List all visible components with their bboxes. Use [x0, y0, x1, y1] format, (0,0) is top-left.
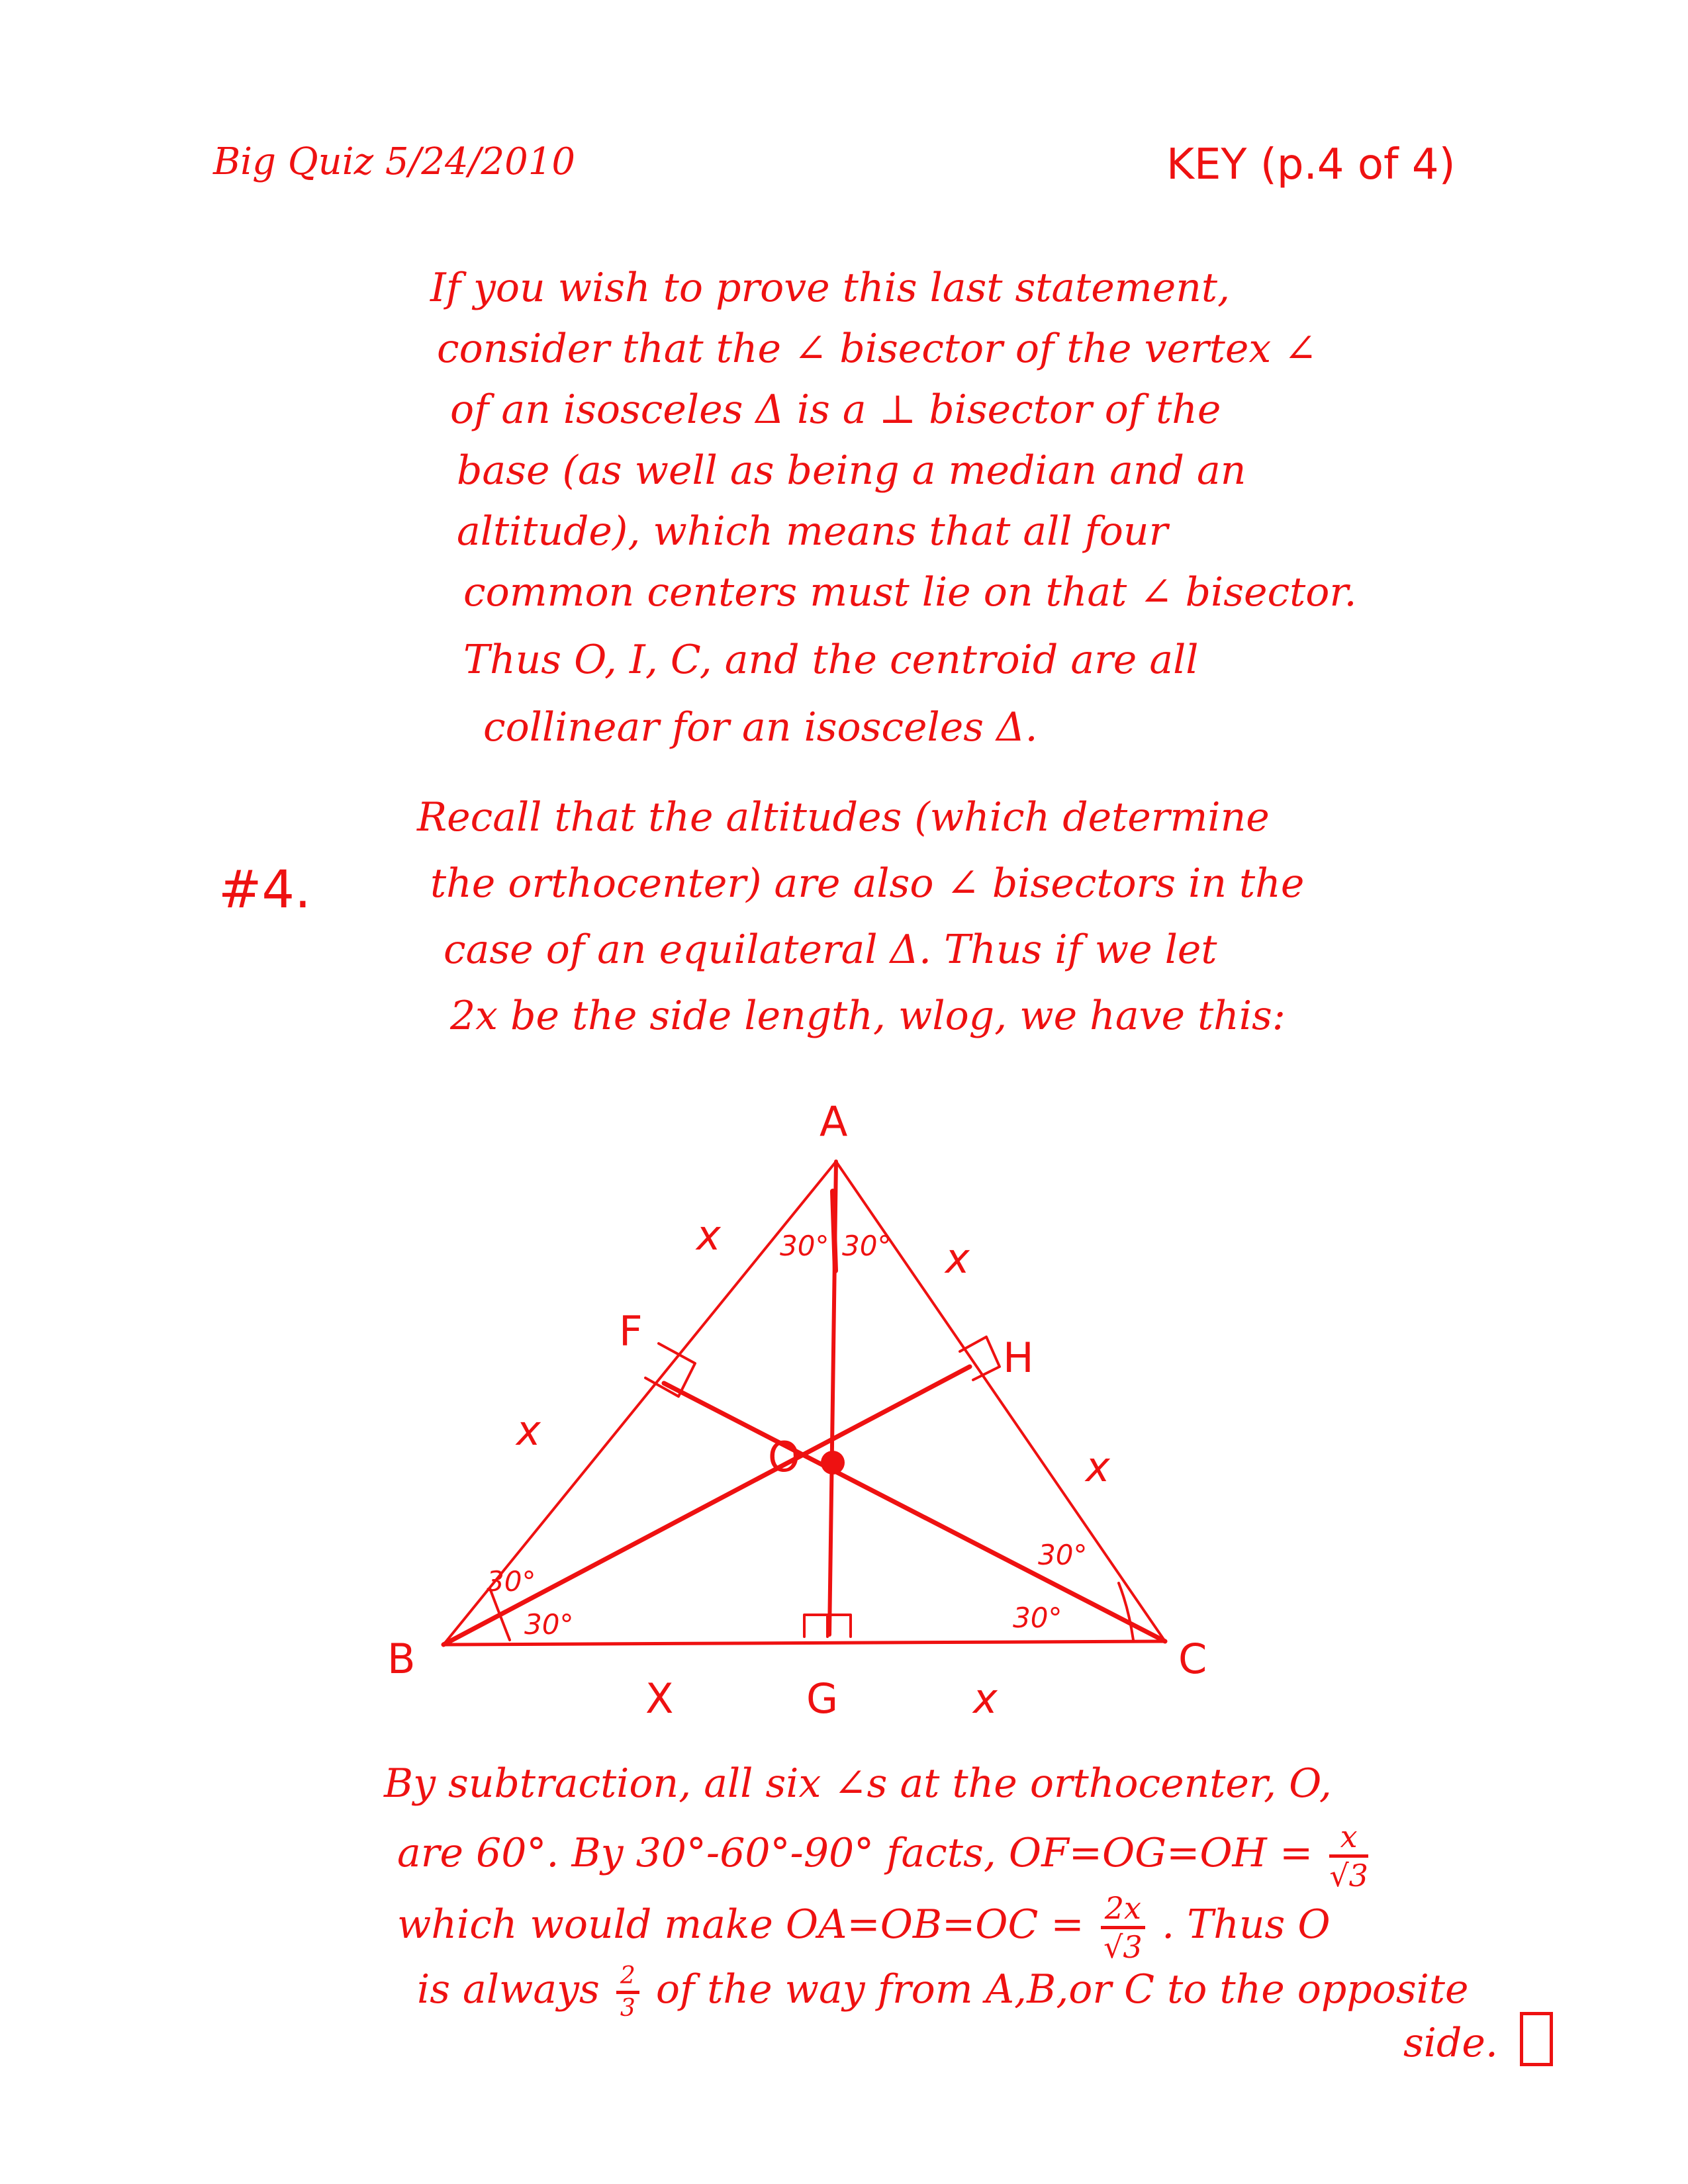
- angle-label: 30°: [1013, 1602, 1062, 1634]
- fraction-numerator: x: [1329, 1821, 1368, 1858]
- conclusion-text: which would make OA=OB=OC =: [397, 1901, 1084, 1948]
- foot-label-g: G: [806, 1674, 839, 1723]
- conclusion-line: [1403, 2012, 1553, 2066]
- altitude-cf: [664, 1383, 1165, 1641]
- fraction-two-thirds: [616, 1964, 639, 2021]
- angle-label: 30°: [524, 1608, 574, 1641]
- fraction-denominator: √3: [1103, 1929, 1143, 1965]
- segment-label: x: [973, 1674, 998, 1723]
- fraction-denominator: √3: [1329, 1858, 1368, 1893]
- proof-line: If you wish to prove this last statement,: [430, 265, 1231, 311]
- fraction-2x-over-root3: [1101, 1890, 1145, 1965]
- problem4-line: case of an equilateral Δ. Thus if we let: [444, 927, 1217, 973]
- foot-label-f: F: [619, 1307, 643, 1355]
- proof-line: altitude), which means that all four: [457, 508, 1168, 555]
- fraction-denominator: 3: [620, 1995, 635, 2022]
- fraction-numerator: 2: [616, 1964, 639, 1994]
- angle-label: 30°: [842, 1230, 892, 1262]
- problem4-line: Recall that the altitudes (which determine: [417, 794, 1270, 841]
- qed-box-icon: [1520, 2012, 1553, 2066]
- conclusion-text: of the way from A,B,or C to the opposite: [655, 1966, 1469, 2013]
- problem4-line: 2x be the side length, wlog, we have this:: [450, 993, 1286, 1039]
- segment-label: x: [696, 1211, 721, 1259]
- conclusion-text: are 60°. By 30°-60°-90° facts, OF=OG=OH =: [397, 1830, 1313, 1877]
- angle-label: 30°: [487, 1565, 536, 1598]
- key-page-label: KEY (p.4 of 4): [1166, 140, 1456, 189]
- segment-label: X: [645, 1674, 674, 1723]
- conclusion-line: By subtraction, all six ∠s at the orthocenter, O,: [384, 1760, 1332, 1807]
- orthocenter-dot: [821, 1451, 845, 1475]
- conclusion-text: is always: [417, 1966, 600, 2013]
- foot-label-h: H: [1003, 1334, 1034, 1382]
- center-label-o: O: [768, 1433, 800, 1481]
- segment-label: x: [945, 1234, 970, 1283]
- fraction-x-over-root3: [1329, 1821, 1368, 1891]
- right-angle-mark-h: [960, 1337, 1000, 1380]
- proof-line: common centers must lie on that ∠ bisector.: [463, 569, 1357, 615]
- proof-line: collinear for an isosceles Δ.: [483, 704, 1038, 751]
- vertex-label-b: B: [387, 1635, 416, 1683]
- problem-number: #4.: [218, 860, 311, 920]
- conclusion-line: [397, 1890, 1331, 1965]
- proof-line: base (as well as being a median and an: [457, 447, 1246, 494]
- problem4-line: the orthocenter) are also ∠ bisectors in the: [430, 860, 1305, 907]
- side-bc: [444, 1641, 1165, 1645]
- vertex-label-c: C: [1178, 1635, 1207, 1683]
- conclusion-text: . Thus O: [1162, 1901, 1331, 1948]
- angle-label: 30°: [780, 1230, 829, 1262]
- vertex-label-a: A: [820, 1097, 848, 1146]
- proof-line: consider that the ∠ bisector of the vertex ∠: [437, 326, 1317, 372]
- conclusion-line: [417, 1964, 1468, 2021]
- proof-line: of an isosceles Δ is a ⊥ bisector of the: [450, 387, 1221, 433]
- conclusion-line: [397, 1821, 1372, 1891]
- conclusion-text: side.: [1403, 2020, 1498, 2066]
- segment-label: x: [1086, 1443, 1110, 1491]
- segment-label: x: [516, 1406, 541, 1455]
- angle-label: 30°: [1038, 1539, 1088, 1571]
- proof-line: Thus O, I, C, and the centroid are all: [463, 637, 1199, 683]
- fraction-numerator: 2x: [1101, 1893, 1145, 1929]
- quiz-title: Big Quiz 5/24/2010: [213, 140, 576, 183]
